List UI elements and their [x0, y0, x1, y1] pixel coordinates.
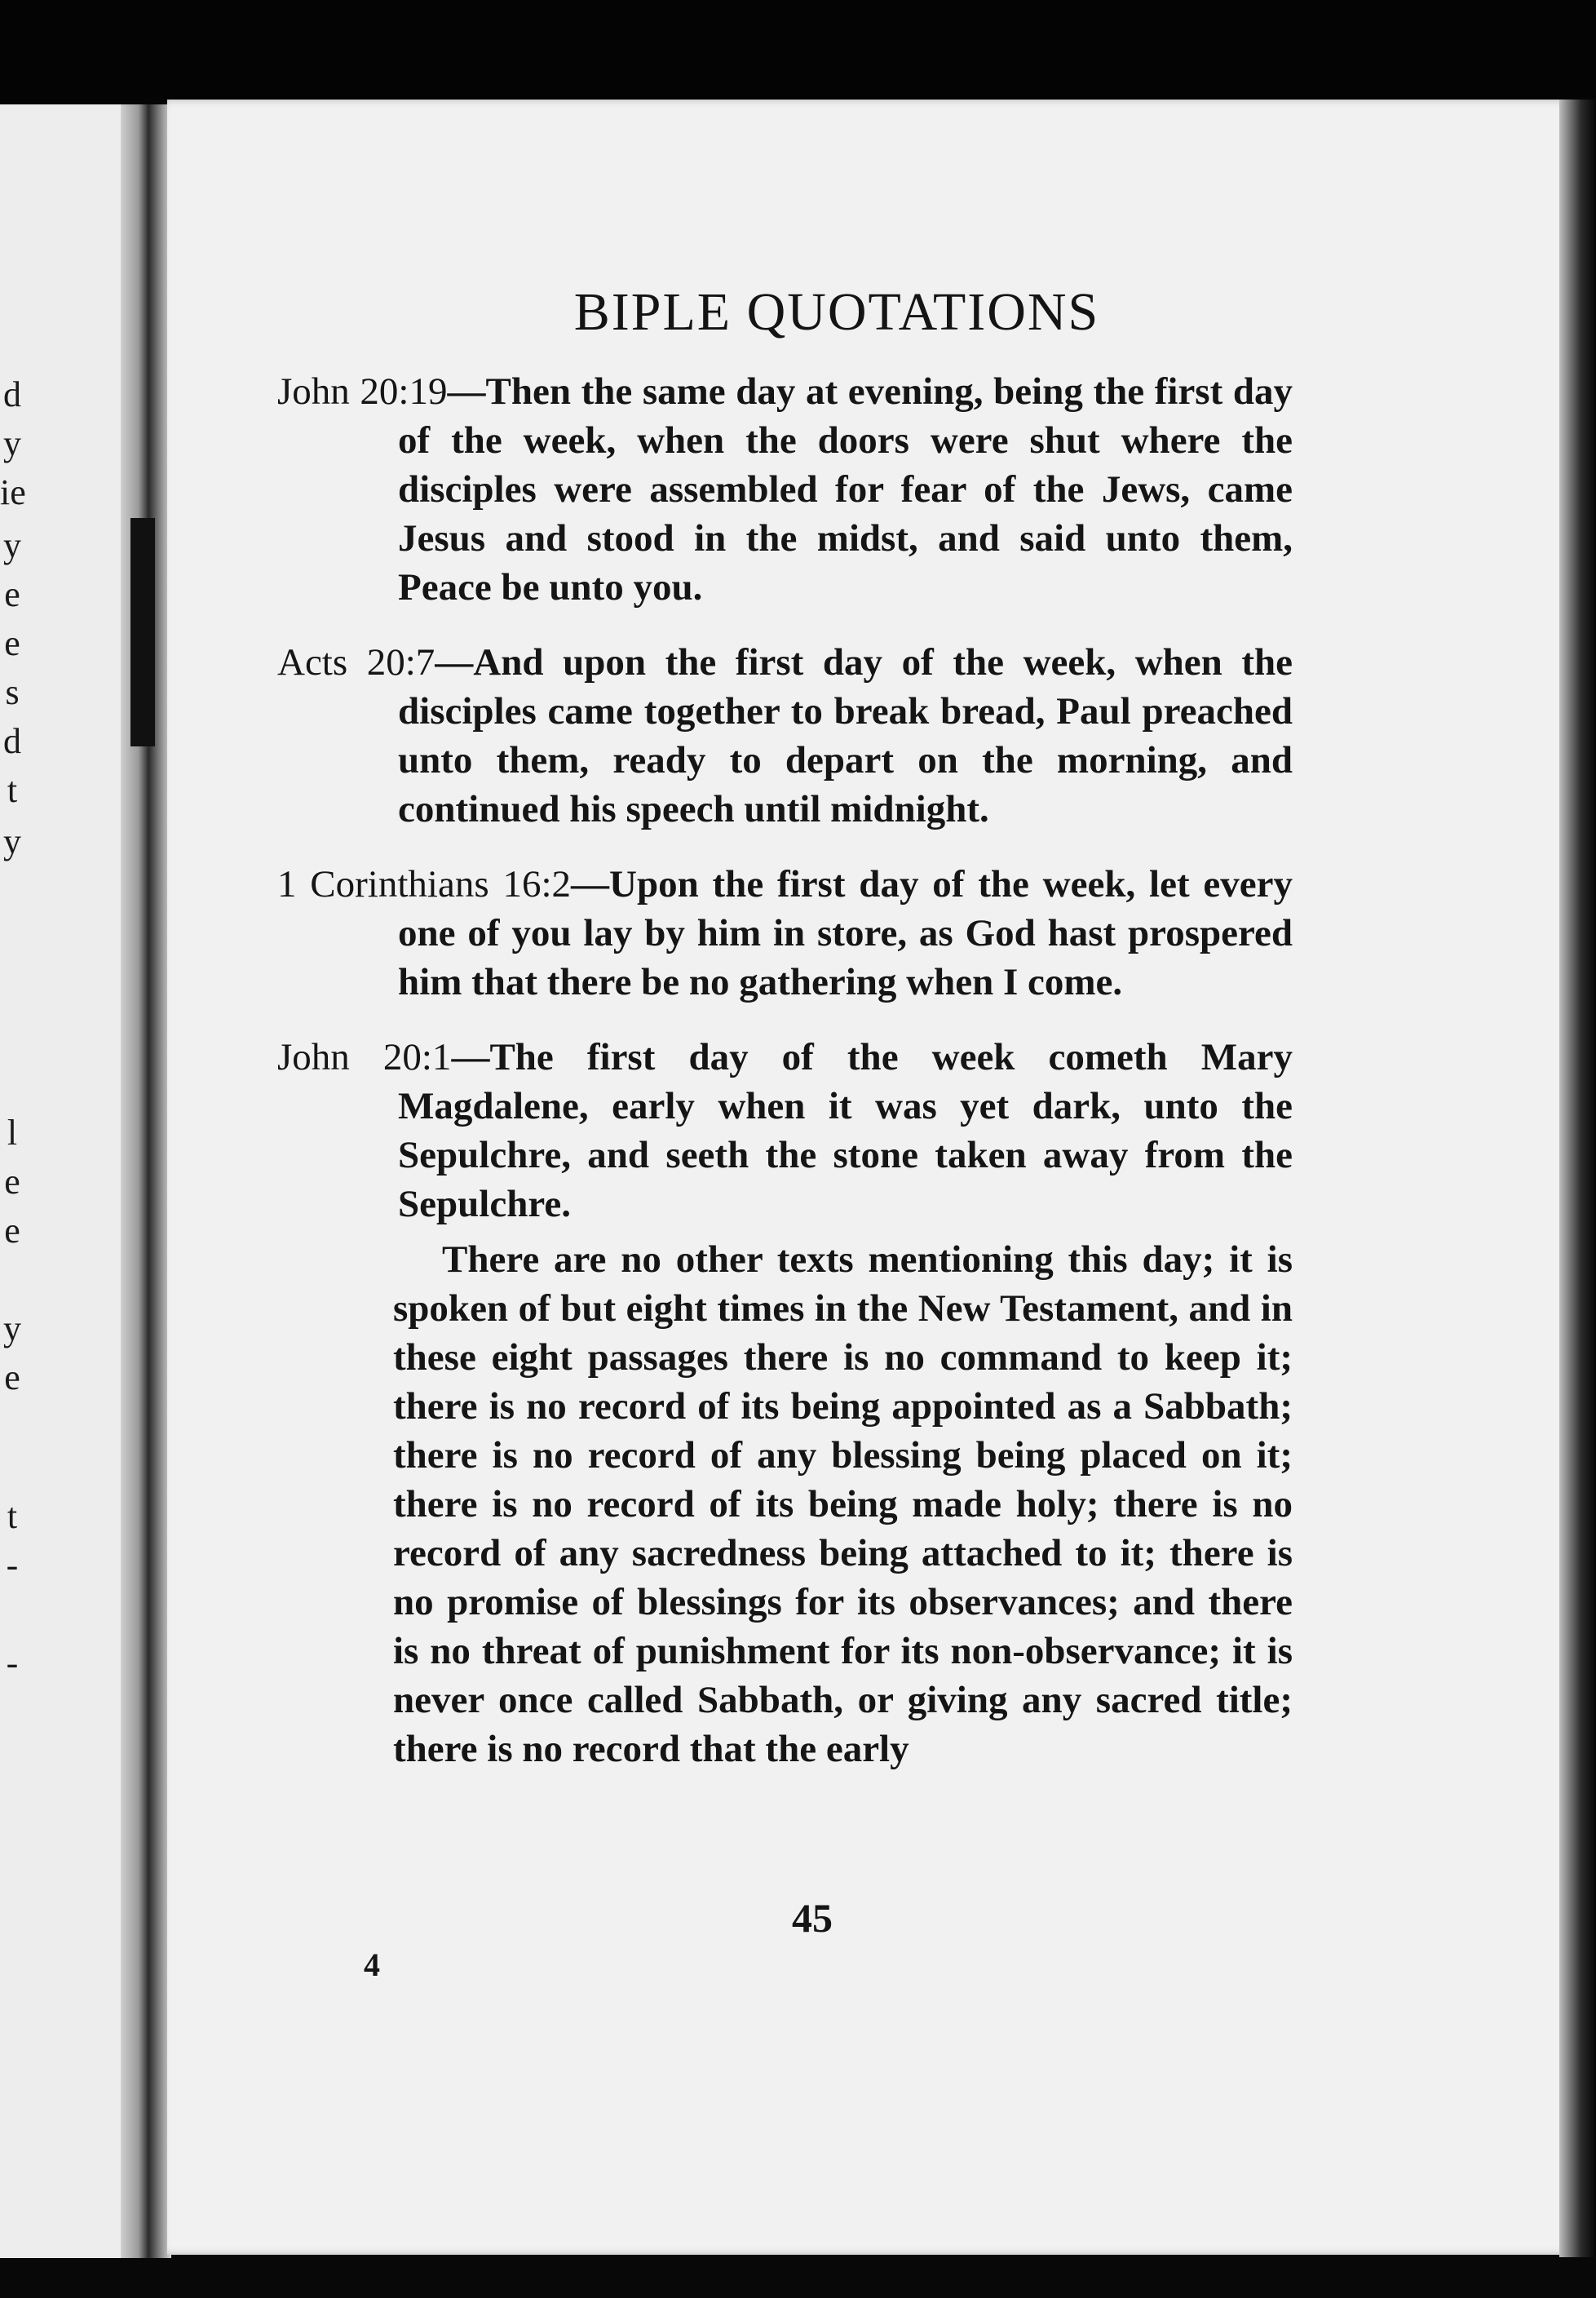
verse-text: —Upon the first day of the week, let every one of you lay by him in store, as God hast prospered him that there be no gathering when I come. [398, 863, 1293, 1003]
commentary-paragraph: There are no other texts mentioning this day; it is spoken of but eight times in the New Testament, and in these eight passages there is no command to keep it; there is no record of its being appointed as a Sabbath; there is no record of any blessing being placed on it; there is no record of its being made holy; there is no record of any sacredness being attached to it; there is no promise of blessings for its observances; and there is no threat of punishment for its non-observance; it is never once called Sabbath, or giving any sacred title; there is no record that the early [393, 1238, 1293, 1770]
facing-letter: s [5, 672, 20, 712]
facing-letter: - [6, 1643, 19, 1683]
facing-letter: e [4, 1357, 20, 1397]
facing-letter: e [4, 1162, 20, 1202]
quotation-entry [277, 860, 1293, 1007]
verse-text: —The first day of the week cometh Mary Magdalene, early when it was yet dark, unto the Sepulchre, and seeth the stone taken away from the Sepulchre. [398, 1036, 1293, 1225]
verse-reference: John 20:19 [277, 370, 448, 413]
facing-letter: e [4, 574, 20, 614]
facing-letter: d [3, 374, 21, 414]
quotation-entry [277, 638, 1293, 834]
facing-letter: l [7, 1113, 18, 1153]
quotation-entry [277, 367, 1293, 612]
quotation-entry [277, 1033, 1293, 1229]
facing-letter: ie [0, 472, 26, 512]
facing-letter: y [3, 525, 21, 565]
facing-letter: e [4, 623, 20, 663]
facing-letter: e [4, 1211, 20, 1251]
facing-letter: d [3, 721, 21, 761]
scan-background-bottom [0, 2256, 1596, 2298]
page-number: 45 [792, 1895, 833, 1941]
facing-letter: y [3, 423, 21, 463]
facing-letter: t [7, 1496, 18, 1536]
facing-letter: y [3, 1308, 21, 1348]
verse-reference: John 20:1 [277, 1036, 452, 1078]
page-title: BIPLE QUOTATIONS [573, 282, 1100, 342]
gutter-shadow [130, 518, 155, 746]
facing-letter: - [6, 1545, 19, 1585]
facing-letter: y [3, 821, 21, 861]
verse-text: —And upon the first day of the week, when the disciples came together to break bread, Paul preached unto them, ready to depart on the morning, and continued his speech until midnight. [398, 641, 1293, 830]
verse-reference: 1 Corinthians 16:2 [277, 863, 571, 905]
verse-text: —Then the same day at evening, being the first day of the week, when the doors were shut where the disciples were assembled for fear of the Jews, came Jesus and stood in the midst, and said unto them, Peace be unto you. [398, 370, 1293, 609]
quotation-text [277, 367, 1293, 1773]
verse-reference: Acts 20:7 [277, 641, 435, 684]
signature-mark: 4 [364, 1946, 380, 1983]
scan-background-top [0, 0, 1596, 98]
facing-letter: t [7, 770, 18, 810]
